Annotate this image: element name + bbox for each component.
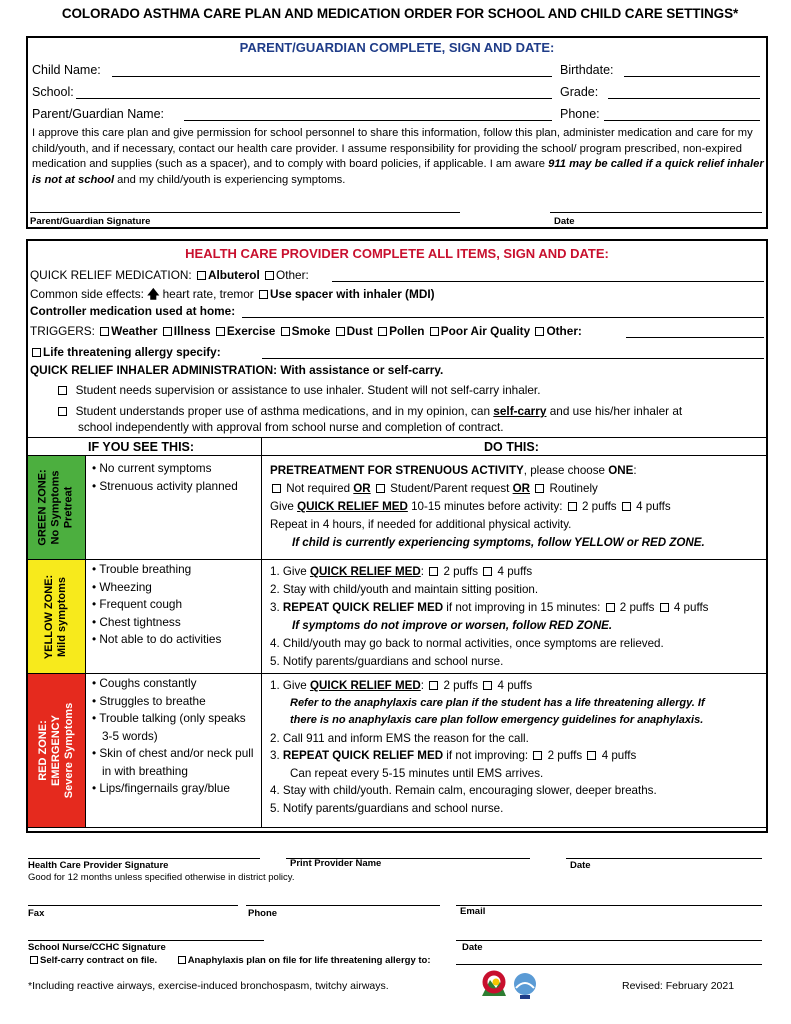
yellow-red-rule <box>28 673 766 674</box>
controller-label: Controller medication used at home: <box>30 304 236 318</box>
other-medication-field[interactable] <box>332 281 764 282</box>
page-title: COLORADO ASTHMA CARE PLAN AND MEDICATION ORDER FOR SCHOOL AND CHILD CARE SETTINGS* <box>61 6 739 21</box>
yellow-actions: 1. Give QUICK RELIEF MED: 2 puffs 4 puffs 2. Stay with child/youth and maintain sitting position. 3. REPEAT QUICK RELIEF MED if not improving in 15 minutes: 2 puffs 4 puffs If symptoms do not improve or worsen, follow RED ZONE. 4. Child/youth may go back to normal activities, once symptoms are relieved. 5. Notify parents/guardians and school nurse. <box>270 565 709 668</box>
table-bottom-rule <box>28 827 766 828</box>
yellow-zone-label: YELLOW ZONE: Mild symptoms <box>28 560 85 673</box>
hcp-signature-label: Health Care Provider Signature <box>28 860 169 871</box>
school-field[interactable] <box>76 98 552 99</box>
list-item: • Coughs constantly <box>92 676 197 690</box>
trigger-checkbox-dust[interactable] <box>336 327 345 336</box>
phone-label: Phone: <box>560 107 600 121</box>
child-name-field[interactable] <box>112 76 552 77</box>
supervision-checkbox[interactable] <box>58 386 67 395</box>
fax-field[interactable] <box>28 905 238 906</box>
red-symptoms <box>92 675 257 798</box>
nurse-signature-label: School Nurse/CCHC Signature <box>28 942 166 953</box>
green-4-puffs-checkbox[interactable] <box>622 502 631 511</box>
phone-label: Phone <box>248 908 278 919</box>
trigger-checkbox-air-quality[interactable] <box>430 327 439 336</box>
trigger-checkbox-pollen[interactable] <box>378 327 387 336</box>
albuterol-checkbox[interactable] <box>197 271 206 280</box>
good-for-note: Good for 12 months unless specified otherwise in district policy. <box>28 872 295 883</box>
allergy-field[interactable] <box>262 358 764 359</box>
list-item: • Strenuous activity planned <box>92 478 238 493</box>
controller-field[interactable] <box>242 317 764 318</box>
trigger-checkbox-other[interactable] <box>535 327 544 336</box>
parent-section <box>26 36 768 229</box>
health-care-provider-section <box>26 239 768 833</box>
parent-date-label: Date <box>554 216 575 227</box>
trigger-checkbox-illness[interactable] <box>163 327 172 336</box>
file-checkboxes-line: Self-carry contract on file. Anaphylaxis plan on file for life threatening allergy to: <box>28 955 431 966</box>
list-item: • Struggles to breathe <box>92 693 206 708</box>
not-required-checkbox[interactable] <box>272 484 281 493</box>
column-divider <box>261 437 262 827</box>
list-item: • Chest tightness <box>92 614 181 629</box>
zone-divider <box>85 455 86 827</box>
admin-heading: QUICK RELIEF INHALER ADMINISTRATION: With assistance or self-carry. <box>30 363 444 377</box>
parent-heading: PARENT/GUARDIAN COMPLETE, SIGN AND DATE: <box>239 40 555 55</box>
anaphylaxis-file-checkbox[interactable] <box>178 956 186 964</box>
yellow-4-puffs-checkbox[interactable] <box>483 567 492 576</box>
quick-relief-line: QUICK RELIEF MEDICATION: Albuterol Other: <box>30 268 309 282</box>
nurse-signature-field[interactable] <box>28 940 264 941</box>
footnote: *Including reactive airways, exercise-induced bronchospasm, twitchy airways. <box>28 980 389 992</box>
print-name-label: Print Provider Name <box>290 858 382 869</box>
self-carry-file-checkbox[interactable] <box>30 956 38 964</box>
revised-date: Revised: February 2021 <box>622 980 735 992</box>
phone-field[interactable] <box>604 120 760 121</box>
admin-option-1: Student needs supervision or assistance to use inhaler. Student will not self-carry inhaler. <box>56 383 541 397</box>
child-name-label: Child Name: <box>32 63 101 77</box>
arrow-up-icon: 🡅 <box>147 287 160 301</box>
routinely-checkbox[interactable] <box>535 484 544 493</box>
red-4-puffs-checkbox[interactable] <box>483 681 492 690</box>
nurse-date-label: Date <box>462 942 483 953</box>
yellow-symptoms <box>92 561 257 649</box>
student-request-checkbox[interactable] <box>376 484 385 493</box>
green-yellow-rule <box>28 559 766 560</box>
colorado-c-logo-icon <box>480 968 540 1002</box>
hcp-date-field[interactable] <box>566 858 762 859</box>
green-zone-label: GREEN ZONE: No Symptoms Pretreat <box>28 456 85 559</box>
self-carry-checkbox[interactable] <box>58 407 67 416</box>
red-repeat-2-puffs-checkbox[interactable] <box>533 751 542 760</box>
grade-label: Grade: <box>560 85 599 99</box>
trigger-checkbox-exercise[interactable] <box>216 327 225 336</box>
list-item: • Lips/fingernails gray/blue <box>92 781 230 795</box>
list-item: • Trouble talking (only speaks 3-5 words) <box>92 711 246 743</box>
col-do-this: DO THIS: <box>484 440 539 454</box>
trigger-other-field[interactable] <box>626 337 764 338</box>
consent-paragraph: I approve this care plan and give permission for school personnel to share this information, follow this plan, administer medication and care for my child/youth, and if necessary, contact our health care provider. I assume responsibility for providing the school/ program prescribed, non-expired medication and supplies (such as a spacer), and to comply with board policies, if applicable. I am aware 911 may be called if a quick relief inhaler is not at school and my child/youth is experiencing symptoms. <box>32 127 764 186</box>
hcp-heading: HEALTH CARE PROVIDER COMPLETE ALL ITEMS, SIGN AND DATE: <box>185 246 609 261</box>
red-2-puffs-checkbox[interactable] <box>429 681 438 690</box>
table-top-rule <box>28 437 766 438</box>
school-label: School: <box>32 85 74 99</box>
table-header-rule <box>28 455 766 456</box>
anaphylaxis-allergy-field[interactable] <box>456 964 762 965</box>
parent-signature-label: Parent/Guardian Signature <box>30 216 151 227</box>
spacer-checkbox[interactable] <box>259 290 268 299</box>
allergy-checkbox[interactable] <box>32 348 41 357</box>
yellow-2-puffs-checkbox[interactable] <box>429 567 438 576</box>
triggers-line: TRIGGERS: Weather Illness Exercise Smoke Dust Pollen Poor Air Quality Other: <box>30 324 582 338</box>
red-zone-label: RED ZONE: EMERGENCY Severe Symptoms <box>28 674 85 827</box>
trigger-checkbox-smoke[interactable] <box>281 327 290 336</box>
birthdate-field[interactable] <box>624 76 760 77</box>
col-see-this: IF YOU SEE THIS: <box>88 440 195 454</box>
hcp-date-label: Date <box>570 860 591 871</box>
red-actions: 1. Give QUICK RELIEF MED: 2 puffs 4 puffs Refer to the anaphylaxis care plan if the student has a life threatening allergy. If there is no anaphylaxis care plan follow emergency guidelines for anaphylaxis. 2. Call 911 and inform EMS the reason for the call. 3. REPEAT QUICK RELIEF MED if not improving: 2 puffs 4 puffs Can repeat every 5-15 minutes until EMS arrives. 4. Stay with child/youth. Remain calm, encouraging slower, deeper breaths. 5. Notify parents/guardians and school nurse. <box>270 679 705 815</box>
yellow-repeat-2-puffs-checkbox[interactable] <box>606 603 615 612</box>
admin-option-2: Student understands proper use of asthma medications, and in my opinion, can self-carry and use his/her inhaler at school independently with approval from school nurse and completion of contract. <box>56 403 682 435</box>
green-actions: PRETREATMENT FOR STRENUOUS ACTIVITY, please choose ONE: Not required OR Student/Parent request OR Routinely Give QUICK RELIEF MED 10-15 minutes before activity: 2 puffs 4 puffs Repeat in 4 hours, if needed for additional physical activity. If child is currently experiencing symptoms, follow YELLOW or RED ZONE. <box>270 464 705 549</box>
email-label: Email <box>460 906 486 917</box>
guardian-name-field[interactable] <box>184 120 552 121</box>
birthdate-label: Birthdate: <box>560 63 614 77</box>
green-symptoms <box>92 460 257 495</box>
list-item: • Not able to do activities <box>92 632 222 646</box>
nurse-date-field[interactable] <box>456 940 762 941</box>
yellow-repeat-4-puffs-checkbox[interactable] <box>660 603 669 612</box>
grade-field[interactable] <box>608 98 760 99</box>
guardian-name-label: Parent/Guardian Name: <box>32 107 165 121</box>
parent-date-field[interactable] <box>550 212 762 213</box>
email-field[interactable] <box>456 905 762 906</box>
allergy-line: Life threatening allergy specify: <box>30 345 221 359</box>
side-effects-line: Common side effects: 🡅 heart rate, tremor Use spacer with inhaler (MDI) <box>30 287 435 301</box>
green-2-puffs-checkbox[interactable] <box>568 502 577 511</box>
list-item: • No current symptoms <box>92 461 212 475</box>
list-item: • Wheezing <box>92 579 152 594</box>
list-item: • Skin of chest and/or neck pull in with breathing <box>92 746 254 778</box>
colorado-logos <box>480 968 540 1002</box>
phone-field[interactable] <box>246 905 440 906</box>
hcp-signature-field[interactable] <box>28 858 260 859</box>
trigger-checkbox-weather[interactable] <box>100 327 109 336</box>
parent-signature-field[interactable] <box>30 212 460 213</box>
list-item: • Frequent cough <box>92 597 183 611</box>
list-item: • Trouble breathing <box>92 562 192 576</box>
red-repeat-4-puffs-checkbox[interactable] <box>587 751 596 760</box>
other-medication-checkbox[interactable] <box>265 271 274 280</box>
fax-label: Fax <box>28 908 45 919</box>
